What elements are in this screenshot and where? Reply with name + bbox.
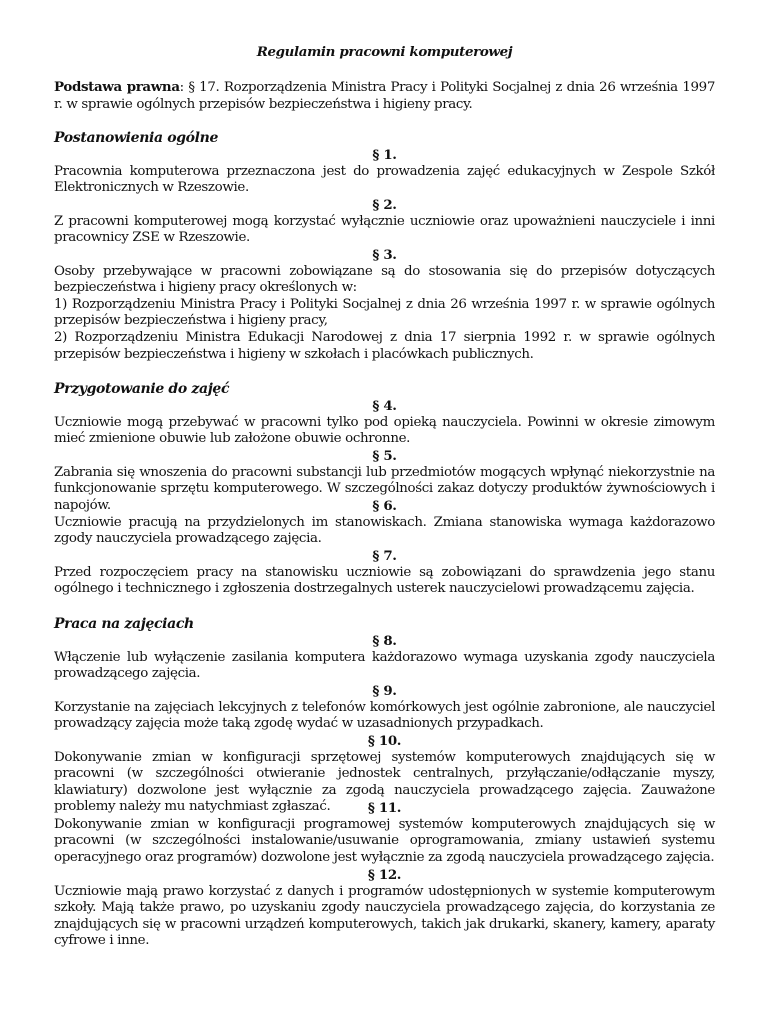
- paragraph-text: Pracownia komputerowa przeznaczona jest do prowadzenia zajęć edukacyjnych w Zespole Szkół Elektronicznych w Rzeszowie.: [54, 163, 715, 196]
- paragraph-text: Uczniowie mogą przebywać w pracowni tylko pod opieką nauczyciela. Powinni w okresie zimowym mieć zmienione obuwie lub założone obuwie ochronne.: [54, 414, 715, 447]
- paragraph-text: Dokonywanie zmian w konfiguracji sprzętowej systemów komputerowych znajdujących się w pracowni (w szczególności otwieranie jednostek centralnych, przyłączanie/odłączanie myszy, klawiatury) dozwolone jest wyłącznie za zgodą nauczyciela prowadzącego zajęcia. Zauważone problemy należy mu natychmiast zgłaszać.: [54, 749, 715, 815]
- paragraph-7: [54, 548, 715, 598]
- paragraph-12: [54, 867, 715, 950]
- paragraph-number: § 12.: [367, 867, 402, 883]
- paragraph-text: Uczniowie mają prawo korzystać z danych i programów udostępnionych w systemie komputerowym szkoły. Mają także prawo, po uzyskaniu zgody nauczyciela prowadzącego zajęcia, do korzystania ze znajdujących się w pracowni urządzeń komputerowych, takich jak drukarki, skanery, kamery, aparaty cyfrowe i inne.: [54, 883, 715, 949]
- legal-basis-text: : § 17. Rozporządzenia Ministra Pracy i Polityki Socjalnej z dnia 26 września 1997 r. w sprawie ogólnych przepisów bezpieczeństwa i higieny pracy.: [54, 80, 715, 112]
- paragraph-11: [54, 800, 715, 866]
- paragraph-number: § 6.: [372, 498, 397, 514]
- legal-basis-label: Podstawa prawna: [54, 79, 180, 95]
- section-heading-preparation: Przygotowanie do zajęć: [54, 381, 230, 397]
- paragraph-number: § 5.: [372, 448, 397, 464]
- paragraph-number: § 2.: [372, 197, 397, 213]
- paragraph-number: § 8.: [372, 633, 397, 649]
- paragraph-number: § 3.: [372, 247, 397, 263]
- paragraph-text: Zabrania się wnoszenia do pracowni substancji lub przedmiotów mogących wpłynąć niekorzystnie na funkcjonowanie sprzętu komputerowego. W szczególności zakaz dotyczy produktów żywnościowych i napojów.: [54, 464, 715, 513]
- paragraph-text: Przed rozpoczęciem pracy na stanowisku uczniowie są zobowiązani do sprawdzenia jego stanu ogólnego i technicznego i zgłoszenia dostrzegalnych usterek nauczycielowi prowadzącemu zajęcia.: [54, 564, 715, 597]
- paragraph-text: Uczniowie pracują na przydzielonych im stanowiskach. Zmiana stanowiska wymaga każdorazowo zgody nauczyciela prowadzącego zajęcia.: [54, 514, 715, 547]
- legal-basis: [54, 79, 715, 113]
- paragraph-text: Korzystanie na zajęciach lekcyjnych z telefonów komórkowych jest ogólnie zabronione, ale nauczyciel prowadzący zajęcia może taką zgodę wydać w uzasadnionych przypadkach.: [54, 699, 715, 732]
- paragraph-list-item: 1) Rozporządzeniu Ministra Pracy i Polityki Socjalnej z dnia 26 września 1997 r. w sprawie ogólnych przepisów bezpieczeństwa i higieny pracy,: [54, 296, 715, 329]
- paragraph-number: § 4.: [372, 398, 397, 414]
- paragraph-9: [54, 683, 715, 733]
- paragraph-number: § 11.: [367, 800, 402, 816]
- paragraph-2: [54, 197, 715, 247]
- paragraph-3: [54, 247, 715, 363]
- paragraph-number: § 10.: [367, 733, 402, 749]
- paragraph-text: Włączenie lub wyłączenie zasilania komputera każdorazowo wymaga uzyskania zgody nauczyciela prowadzącego zajęcia.: [54, 649, 715, 682]
- paragraph-6: [54, 498, 715, 548]
- paragraph-number: § 1.: [372, 147, 397, 163]
- paragraph-1: [54, 147, 715, 197]
- paragraph-8: [54, 633, 715, 683]
- paragraph-4: [54, 398, 715, 448]
- paragraph-text: Z pracowni komputerowej mogą korzystać wyłącznie uczniowie oraz upoważnieni nauczyciele i inni pracownicy ZSE w Rzeszowie.: [54, 213, 715, 246]
- paragraph-text: Osoby przebywające w pracowni zobowiązane są do stosowania się do przepisów dotyczących bezpieczeństwa i higieny pracy określonych w:: [54, 263, 715, 296]
- paragraph-number: § 7.: [372, 548, 397, 564]
- section-heading-work-during-classes: Praca na zajęciach: [54, 616, 194, 632]
- document-title: Regulamin pracowni komputerowej: [256, 44, 513, 60]
- paragraph-list-item: 2) Rozporządzeniu Ministra Edukacji Narodowej z dnia 17 sierpnia 1992 r. w sprawie ogólnych przepisów bezpieczeństwa i higieny w szkołach i placówkach publicznych.: [54, 329, 715, 362]
- section-heading-general-provisions: Postanowienia ogólne: [54, 130, 219, 146]
- paragraph-text: Dokonywanie zmian w konfiguracji programowej systemów komputerowych znajdujących się w pracowni (w szczególności instalowanie/usuwanie oprogramowania, zmiany ustawień systemu operacyjnego oraz programów) dozwolone jest wyłącznie za zgodą nauczyciela prowadzącego zajęcia.: [54, 816, 715, 865]
- paragraph-number: § 9.: [372, 683, 397, 699]
